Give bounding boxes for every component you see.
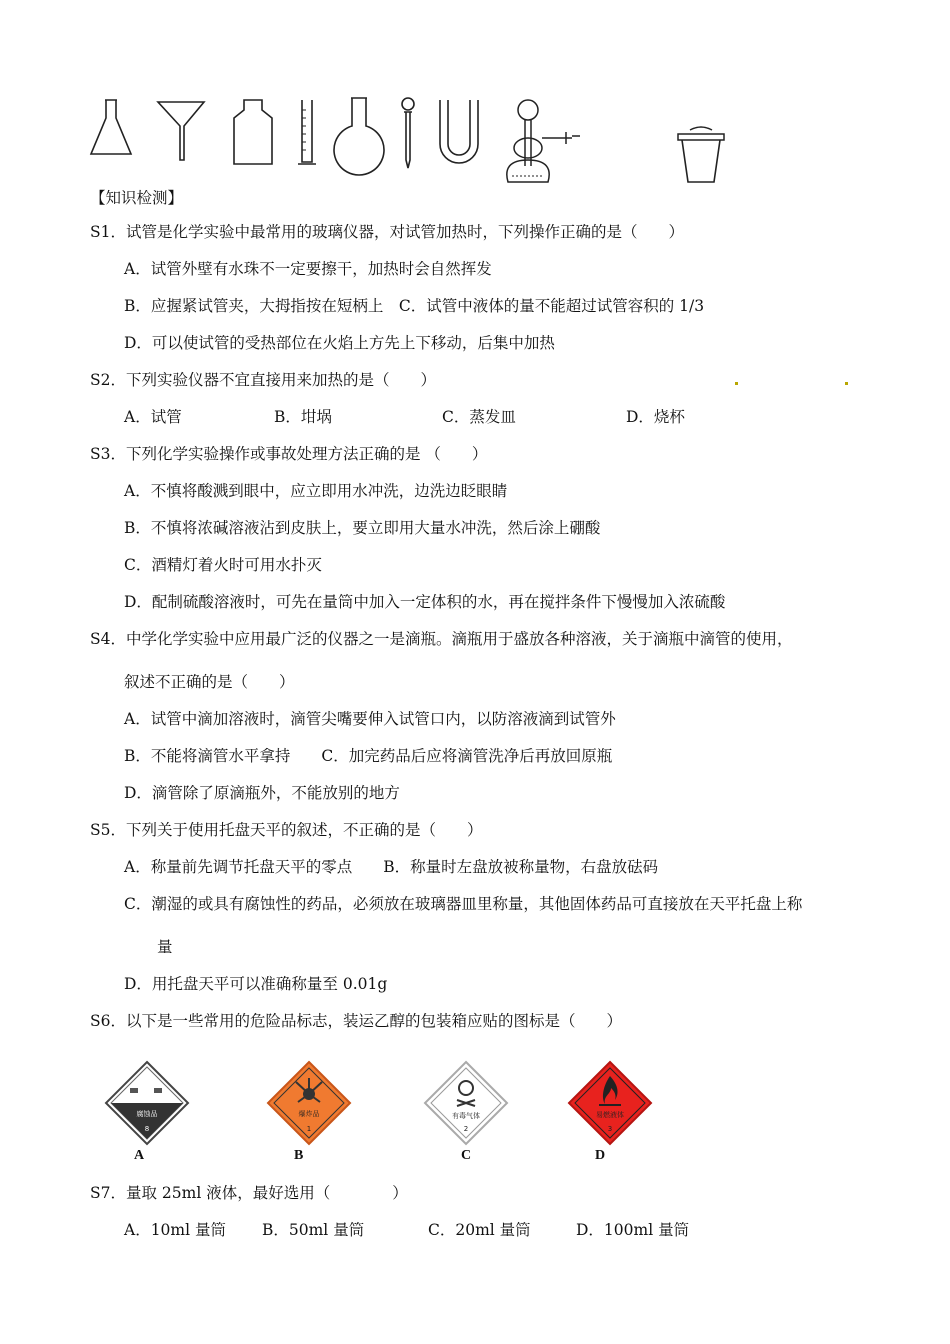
option-line: B．不慎将浓碱溶液沾到皮肤上，要立即用大量水冲洗，然后涂上硼酸 [124,519,601,537]
sign-letter: C [461,1148,472,1163]
corrosive-icon [104,1060,190,1146]
skull-icon [423,1060,509,1146]
flame-icon [567,1060,653,1146]
option: B．50ml 量筒 [262,1221,365,1239]
question-stem: S1．试管是化学实验中最常用的玻璃仪器，对试管加热时，下列操作正确的是（ ） [90,223,684,241]
sign-class-number: 1 [306,1125,312,1133]
question-stem: S7．量取 25ml 液体，最好选用（ ） [90,1184,408,1202]
question-stem: S3．下列化学实验操作或事故处理方法正确的是 （ ） [90,445,488,463]
sign-letter: B [294,1148,304,1163]
option-line: D．可以使试管的受热部位在火焰上方先上下移动，后集中加热 [124,334,555,352]
explosive-icon [266,1060,352,1146]
question-stem: S4．中学化学实验中应用最广泛的仪器之一是滴瓶。滴瓶用于盛放各种溶液，关于滴瓶中滴管的使用， [90,630,793,648]
hazard-sign-corrosive [104,1060,190,1163]
option-line: A．称量前先调节托盘天平的零点 B．称量时左盘放被称量物，右盘放砝码 [124,858,659,876]
hazard-sign-flammable-liquid [567,1060,653,1163]
kipp-apparatus-icon [500,96,586,184]
question-stem-continued: 叙述不正确的是（ ） [124,673,295,691]
sign-class-number: 3 [607,1125,613,1133]
reagent-bottle-icon [228,98,278,166]
bucket-icon [676,124,726,186]
option: A．试管 [124,408,182,426]
option-line: D．用托盘天平可以准确称量至 0.01g [124,975,388,993]
option-line: A．不慎将酸溅到眼中，应立即用水冲洗，边洗边眨眼睛 [124,482,508,500]
graduated-cylinder-icon [296,98,318,168]
sign-letter: A [134,1148,145,1163]
scan-artifact [735,382,738,385]
section-title: 【知识检测】 [90,189,184,207]
option-line: 量 [157,938,173,956]
question-stem: S2．下列实验仪器不宜直接用来加热的是（ ） [90,371,436,389]
option-line: D．滴管除了原滴瓶外，不能放别的地方 [124,784,400,802]
sign-class-number: 2 [463,1125,469,1133]
funnel-icon [156,100,208,162]
hazard-sign-explosive [266,1060,352,1163]
question-stem: S5．下列关于使用托盘天平的叙述，不正确的是（ ） [90,821,483,839]
sign-letter: D [595,1148,606,1163]
sign-label: 腐蚀品 [136,1110,158,1118]
option: C．20ml 量筒 [428,1221,531,1239]
question-stem: S6．以下是一些常用的危险品标志，装运乙醇的包装箱应贴的图标是（ ） [90,1012,622,1030]
option: D．烧杯 [626,408,685,426]
option-line: C．酒精灯着火时可用水扑灭 [124,556,322,574]
dropper-icon [398,96,418,170]
option: B．坩埚 [274,408,332,426]
option-line: B．不能将滴管水平拿持 C．加完药品后应将滴管洗净后再放回原瓶 [124,747,613,765]
option-line: A．试管中滴加溶液时，滴管尖嘴要伸入试管口内，以防溶液滴到试管外 [124,710,616,728]
sign-label: 易燃液体 [596,1111,624,1119]
round-bottom-flask-icon [330,96,388,176]
option: D．100ml 量筒 [576,1221,690,1239]
option-line: B．应握紧试管夹，大拇指按在短柄上 C．试管中液体的量不能超过试管容积的 1/3 [124,297,705,315]
sign-class-number: 8 [144,1125,150,1133]
option-line: A．试管外壁有水珠不一定要擦干，加热时会自然挥发 [124,260,492,278]
hazard-sign-toxic-gas [423,1060,509,1163]
sign-label: 有毒气体 [452,1112,480,1120]
sign-label: 爆炸品 [298,1110,320,1118]
option: C．蒸发皿 [442,408,516,426]
option-line: D．配制硫酸溶液时，可先在量筒中加入一定体积的水，再在搅拌条件下慢慢加入浓硫酸 [124,593,726,611]
option: A．10ml 量筒 [124,1221,226,1239]
scan-artifact [845,382,848,385]
u-tube-icon [436,98,482,166]
option-line: C．潮湿的或具有腐蚀性的药品，必须放在玻璃器皿里称量，其他固体药品可直接放在天平托盘上称 [124,895,803,913]
conical-flask-icon [88,98,134,158]
